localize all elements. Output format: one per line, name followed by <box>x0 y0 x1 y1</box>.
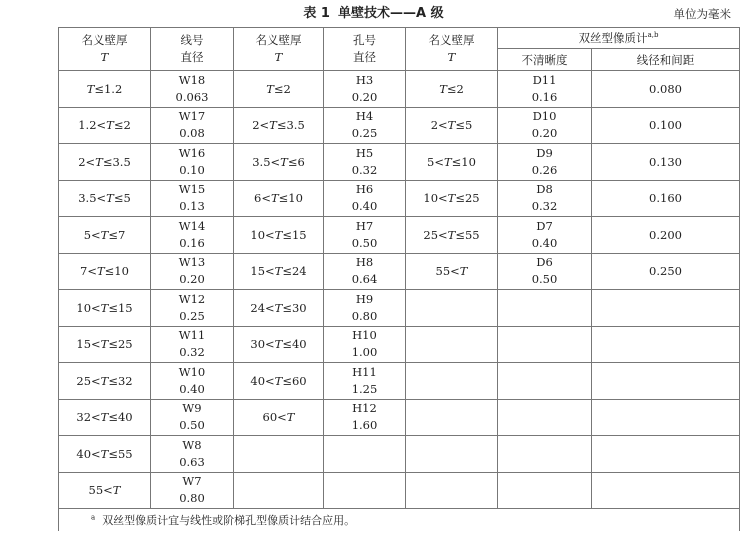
cell-hole-iqi: H12 1.60 <box>324 399 406 436</box>
table-row <box>59 290 740 327</box>
cell-wire-spacing <box>592 399 740 436</box>
cell-thickness-duplex: T≤2 <box>406 71 498 108</box>
cell-thickness-hole <box>234 472 324 509</box>
cell-thickness-duplex: 2<T≤5 <box>406 107 498 144</box>
cell-thickness-duplex: 10<T≤25 <box>406 180 498 217</box>
table-label: 表 1 <box>303 6 330 21</box>
header-duplex-footnote-mark: a,b <box>647 31 659 40</box>
table-row <box>59 107 740 144</box>
cell-thickness-wire: 1.2<T≤2 <box>59 107 151 144</box>
cell-hole-iqi <box>324 436 406 473</box>
header-duplex-iqi: 双丝型像质计$^{a,b}$ <box>498 28 740 49</box>
cell-wire-spacing <box>592 363 740 400</box>
cell-wire-iqi: W12 0.25 <box>151 290 234 327</box>
cell-thickness-duplex <box>406 290 498 327</box>
cell-thickness-hole: 30<T≤40 <box>234 326 324 363</box>
cell-wire-spacing: 0.130 <box>592 144 740 181</box>
footnote-mark: a <box>91 513 96 522</box>
cell-wire-iqi: W17 0.08 <box>151 107 234 144</box>
cell-thickness-wire: 55<T <box>59 472 151 509</box>
cell-thickness-hole: 6<T≤10 <box>234 180 324 217</box>
cell-thickness-wire: T≤1.2 <box>59 71 151 108</box>
cell-thickness-wire: 10<T≤15 <box>59 290 151 327</box>
cell-duplex-iqi: D11 0.16 <box>498 71 592 108</box>
cell-duplex-iqi: D9 0.26 <box>498 144 592 181</box>
header-unsharpness: 不清晰度 <box>498 49 592 71</box>
cell-wire-spacing: 0.250 <box>592 253 740 290</box>
cell-thickness-duplex <box>406 399 498 436</box>
cell-hole-iqi: H11 1.25 <box>324 363 406 400</box>
table-row <box>59 326 740 363</box>
cell-wire-spacing <box>592 290 740 327</box>
cell-duplex-iqi <box>498 436 592 473</box>
cell-thickness-duplex <box>406 472 498 509</box>
table-row <box>59 217 740 254</box>
header-thickness-1: 名义壁厚 T <box>59 28 151 71</box>
table-row <box>59 472 740 509</box>
header-thickness-2: 名义壁厚 T <box>234 28 324 71</box>
cell-wire-spacing <box>592 472 740 509</box>
cell-hole-iqi: H8 0.64 <box>324 253 406 290</box>
cell-wire-iqi: W7 0.80 <box>151 472 234 509</box>
cell-thickness-wire: 7<T≤10 <box>59 253 151 290</box>
cell-duplex-iqi <box>498 472 592 509</box>
cell-wire-spacing: 0.100 <box>592 107 740 144</box>
cell-hole-iqi <box>324 472 406 509</box>
cell-wire-spacing: 0.200 <box>592 217 740 254</box>
cell-thickness-hole: 10<T≤15 <box>234 217 324 254</box>
unit-note: 单位为毫米 <box>673 7 731 21</box>
cell-thickness-duplex: 55<T <box>406 253 498 290</box>
cell-thickness-duplex <box>406 436 498 473</box>
table-row <box>59 144 740 181</box>
cell-thickness-hole: 2<T≤3.5 <box>234 107 324 144</box>
cell-thickness-duplex <box>406 363 498 400</box>
table-title <box>0 4 755 24</box>
cell-duplex-iqi <box>498 326 592 363</box>
cell-thickness-hole: T≤2 <box>234 71 324 108</box>
cell-thickness-duplex: 25<T≤55 <box>406 217 498 254</box>
cell-wire-spacing: 0.080 <box>592 71 740 108</box>
cell-wire-iqi: W10 0.40 <box>151 363 234 400</box>
table-row <box>59 436 740 473</box>
header-wire-number: 线号 直径 <box>151 28 234 71</box>
cell-hole-iqi: H3 0.20 <box>324 71 406 108</box>
cell-hole-iqi: H9 0.80 <box>324 290 406 327</box>
table-caption <box>0 4 755 26</box>
cell-wire-iqi: W14 0.16 <box>151 217 234 254</box>
cell-duplex-iqi <box>498 290 592 327</box>
cell-thickness-wire: 2<T≤3.5 <box>59 144 151 181</box>
cell-wire-spacing <box>592 436 740 473</box>
cell-duplex-iqi: D10 0.20 <box>498 107 592 144</box>
cell-thickness-wire: 15<T≤25 <box>59 326 151 363</box>
cell-wire-iqi: W9 0.50 <box>151 399 234 436</box>
cell-wire-iqi: W18 0.063 <box>151 71 234 108</box>
cell-wire-iqi: W13 0.20 <box>151 253 234 290</box>
cell-duplex-iqi: D6 0.50 <box>498 253 592 290</box>
cell-wire-iqi: W15 0.13 <box>151 180 234 217</box>
cell-thickness-wire: 5<T≤7 <box>59 217 151 254</box>
cell-thickness-wire: 3.5<T≤5 <box>59 180 151 217</box>
cell-thickness-hole <box>234 436 324 473</box>
cell-hole-iqi: H4 0.25 <box>324 107 406 144</box>
header-thickness-3: 名义壁厚 T <box>406 28 498 71</box>
header-hole-number: 孔号 直径 <box>324 28 406 71</box>
cell-duplex-iqi <box>498 399 592 436</box>
cell-wire-spacing: 0.160 <box>592 180 740 217</box>
cell-thickness-hole: 15<T≤24 <box>234 253 324 290</box>
standard-table <box>58 27 740 531</box>
cell-thickness-wire: 25<T≤32 <box>59 363 151 400</box>
cell-hole-iqi: H7 0.50 <box>324 217 406 254</box>
table-row <box>59 180 740 217</box>
cell-wire-iqi: W16 0.10 <box>151 144 234 181</box>
cell-thickness-hole: 24<T≤30 <box>234 290 324 327</box>
cell-duplex-iqi: D7 0.40 <box>498 217 592 254</box>
cell-hole-iqi: H6 0.40 <box>324 180 406 217</box>
cell-thickness-duplex: 5<T≤10 <box>406 144 498 181</box>
footnote-text: 双丝型像质计宜与线性或阶梯孔型像质计结合应用。 <box>102 514 356 527</box>
cell-duplex-iqi: D8 0.32 <box>498 180 592 217</box>
footnote <box>59 509 740 532</box>
table-row <box>59 399 740 436</box>
table-row <box>59 253 740 290</box>
cell-duplex-iqi <box>498 363 592 400</box>
header-wire-spacing: 线径和间距 <box>592 49 740 71</box>
table-row <box>59 71 740 108</box>
cell-hole-iqi: H10 1.00 <box>324 326 406 363</box>
cell-hole-iqi: H5 0.32 <box>324 144 406 181</box>
cell-wire-iqi: W11 0.32 <box>151 326 234 363</box>
cell-thickness-wire: 32<T≤40 <box>59 399 151 436</box>
cell-thickness-hole: 40<T≤60 <box>234 363 324 400</box>
table-row <box>59 363 740 400</box>
cell-wire-iqi: W8 0.63 <box>151 436 234 473</box>
cell-wire-spacing <box>592 326 740 363</box>
cell-thickness-wire: 40<T≤55 <box>59 436 151 473</box>
table-title-text: 单壁技术——A 级 <box>337 6 444 21</box>
cell-thickness-hole: 3.5<T≤6 <box>234 144 324 181</box>
cell-thickness-hole: 60<T <box>234 399 324 436</box>
cell-thickness-duplex <box>406 326 498 363</box>
